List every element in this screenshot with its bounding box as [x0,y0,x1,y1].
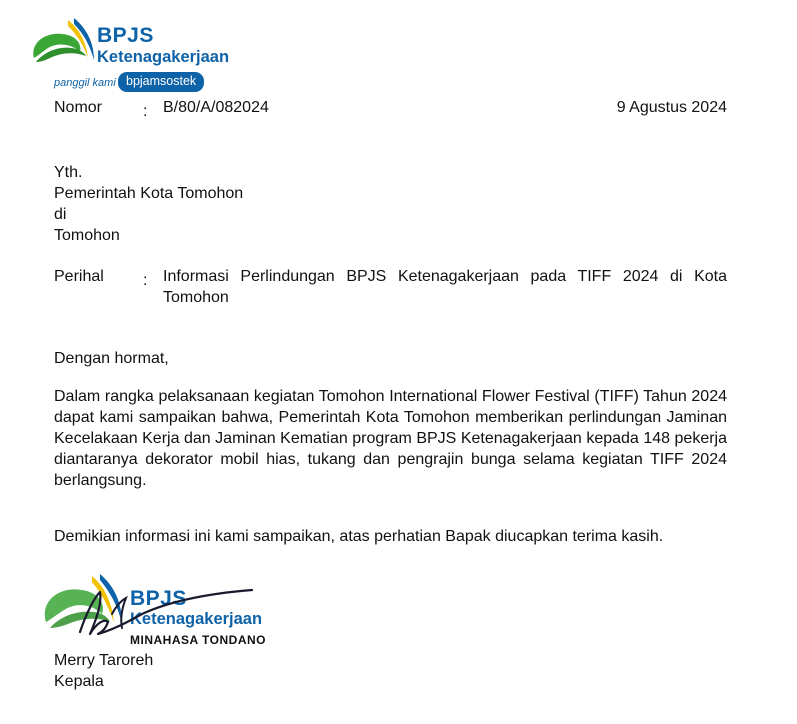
recipient-city: Tomohon [54,227,120,244]
tagline-brand: bpjamsostek [118,72,204,92]
letter-date: 9 Agustus 2024 [616,99,727,116]
subject-colon: : [143,272,148,289]
nomor-value: B/80/A/082024 [163,99,269,116]
recipient-salutation: Yth. [54,164,83,181]
recipient-preposition: di [54,206,67,223]
signature-icon [72,584,262,646]
recipient-name: Pemerintah Kota Tomohon [54,185,244,202]
subject-text: Informasi Perlindungan BPJS Ketenagakerjaan pada TIFF 2024 di Kota Tomohon [163,268,727,306]
bpjs-logo-icon [28,18,98,70]
tagline-prefix: panggil kami [54,77,116,89]
stamp-wordmark: BPJS [130,587,187,610]
signatory-title: Kepala [54,673,104,690]
greeting: Dengan hormat, [54,350,169,367]
stamp-subtitle: Ketenagakerjaan [130,610,263,628]
nomor-label: Nomor [54,99,103,116]
body-paragraph: Dalam rangka pelaksanaan kegiatan Tomohon International Flower Festival (TIFF) Tahun 2024 dapat kami sampaikan bahwa, Pemerintah Kota Tomohon memberikan perlindungan Jaminan Kecelakaan Kerja dan Jaminan Kematian program BPJS Ketenagakerjaan kepada 148 pekerja diantaranya dekorator mobil hias, tukang dan pengrajin bunga selama kegiatan TIFF 2024 berlangsung. [54,388,727,489]
closing-paragraph: Demikian informasi ini kami sampaikan, atas perhatian Bapak diucapkan terima kasih. [54,528,664,545]
logo-subtitle: Ketenagakerjaan [97,48,230,66]
nomor-colon: : [143,103,148,120]
logo-wordmark: BPJS [97,24,154,47]
stamp-unit-name: MINAHASA TONDANO [130,633,266,647]
subject-label: Perihal [54,268,104,285]
signatory-name: Merry Taroreh [54,652,154,669]
